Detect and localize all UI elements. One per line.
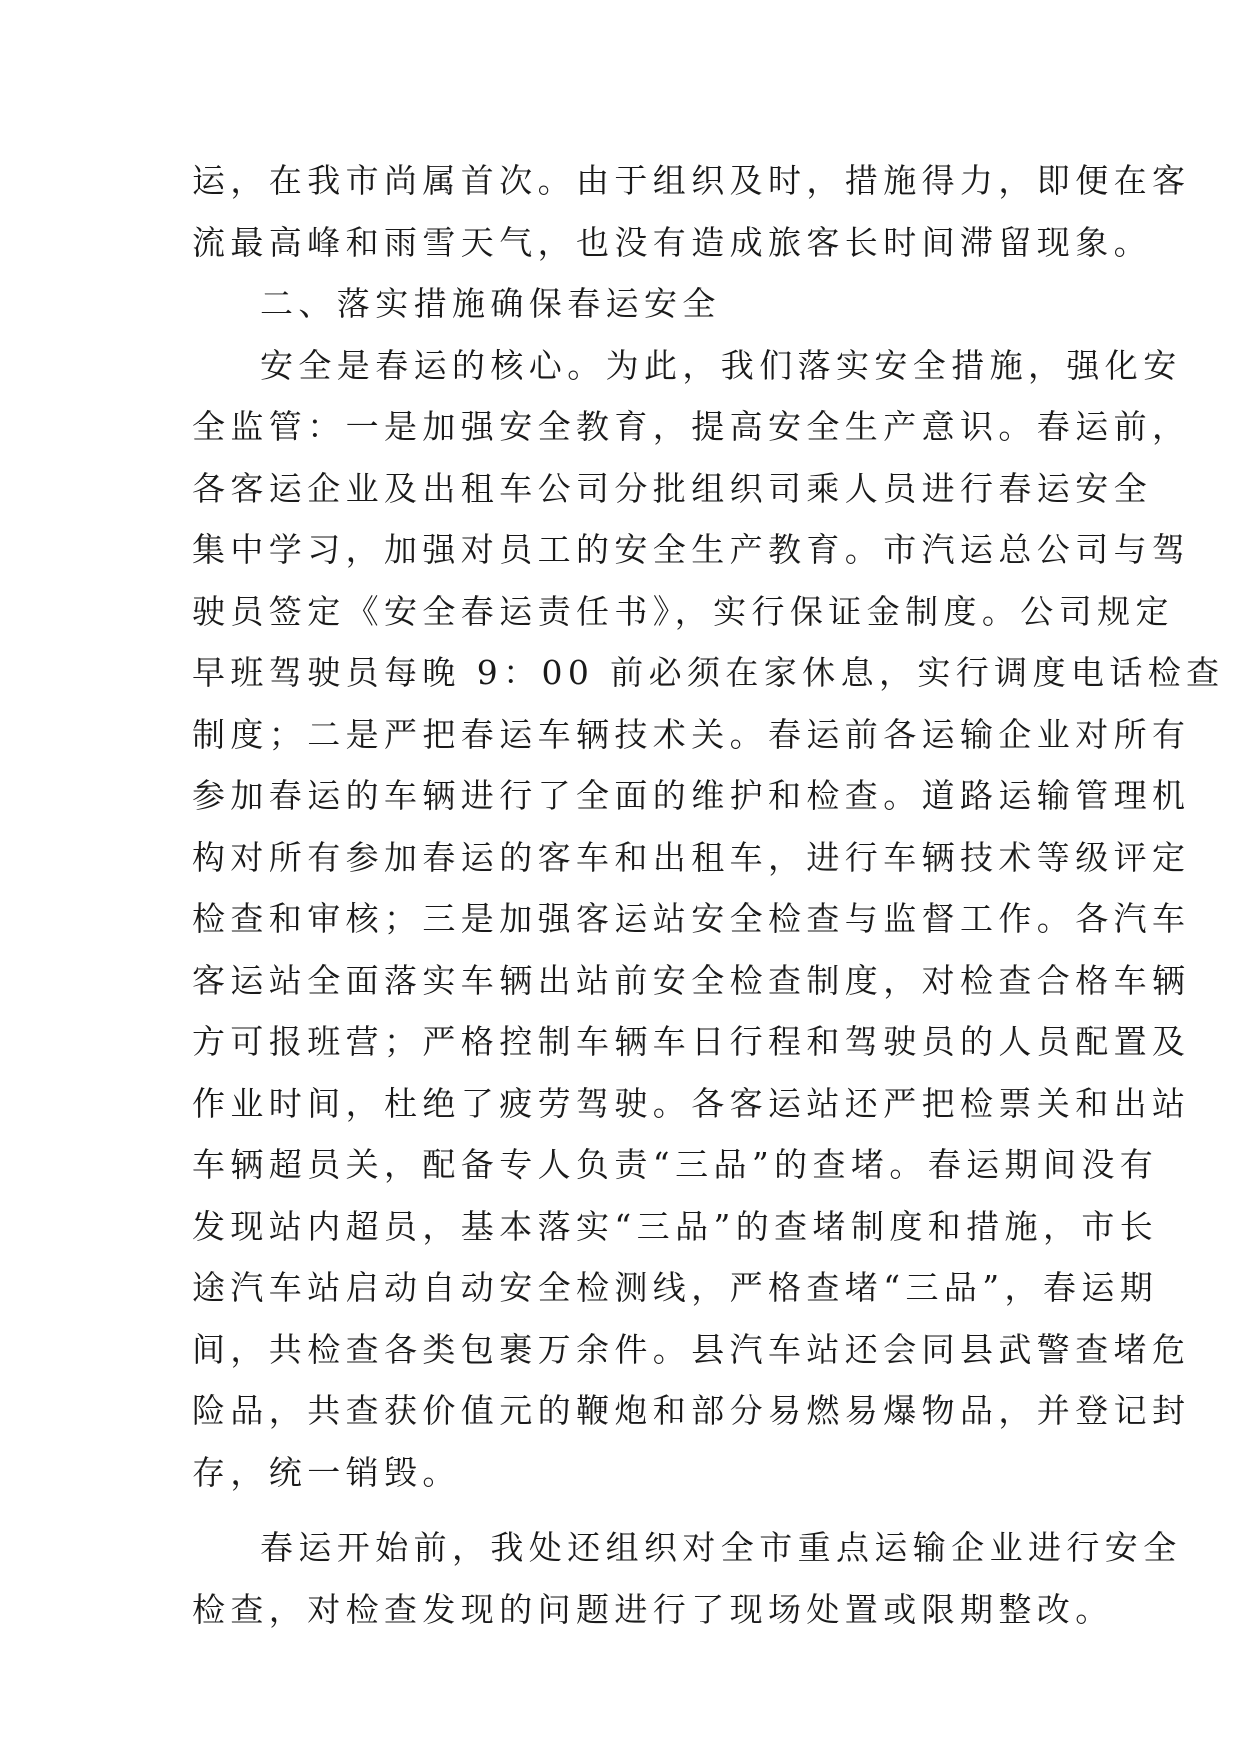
- text-line: 方可报班营；严格控制车辆车日行程和驾驶员的人员配置及: [192, 1022, 1191, 1061]
- text-line: 检查，对检查发现的问题进行了现场处置或限期整改。: [192, 1589, 1114, 1629]
- section-heading: 二、落实措施确保春运安全: [260, 284, 721, 323]
- text-line: 运，在我市尚属首次。由于组织及时，措施得力，即便在客: [192, 161, 1191, 200]
- text-line: 途汽车站启动自动安全检测线，严格查堵“三品”，春运期: [192, 1268, 1159, 1307]
- text-line: 间，共检查各类包裹万余件。县汽车站还会同县武警查堵危: [192, 1329, 1191, 1369]
- text-line: 险品，共查获价值元的鞭炮和部分易燃易爆物品，并登记封: [192, 1391, 1191, 1430]
- text-line: 检查和审核；三是加强客运站安全检查与监督工作。各汽车: [192, 899, 1191, 938]
- text-line: 客运站全面落实车辆出站前安全检查制度，对检查合格车辆: [192, 960, 1191, 1000]
- text-line: 发现站内超员，基本落实“三品”的查堵制度和措施，市长: [192, 1206, 1159, 1246]
- text-line: 参加春运的车辆进行了全面的维护和检查。道路运输管理机: [192, 776, 1191, 815]
- text-line: 制度；二是严把春运车辆技术关。春运前各运输企业对所有: [192, 714, 1191, 754]
- paragraph-first-line: 安全是春运的核心。为此，我们落实安全措施，强化安: [260, 345, 1182, 385]
- text-line: 早班驾驶员每晚 9：00 前必须在家休息，实行调度电话检查: [192, 653, 1225, 692]
- text-line: 存，统一销毁。: [192, 1452, 461, 1492]
- text-line: 作业时间，杜绝了疲劳驾驶。各客运站还严把检票关和出站: [192, 1083, 1191, 1123]
- document-body: [192, 150, 1225, 1640]
- text-line: 全监管：一是加强安全教育，提高安全生产意识。春运前，: [192, 407, 1191, 446]
- paragraph-first-line: 春运开始前，我处还组织对全市重点运输企业进行安全: [260, 1528, 1182, 1567]
- text-line: 流最高峰和雨雪天气，也没有造成旅客长时间滞留现象。: [192, 222, 1152, 262]
- text-line: 驶员签定《安全春运责任书》，实行保证金制度。公司规定: [192, 591, 1174, 631]
- text-line: 各客运企业及出租车公司分批组织司乘人员进行春运安全: [192, 468, 1152, 508]
- text-line: 集中学习，加强对员工的安全生产教育。市汽运总公司与驾: [192, 530, 1191, 569]
- text-line: 构对所有参加春运的客车和出租车，进行车辆技术等级评定: [192, 837, 1191, 877]
- text-line: 车辆超员关，配备专人负责“三品”的查堵。春运期间没有: [192, 1145, 1159, 1184]
